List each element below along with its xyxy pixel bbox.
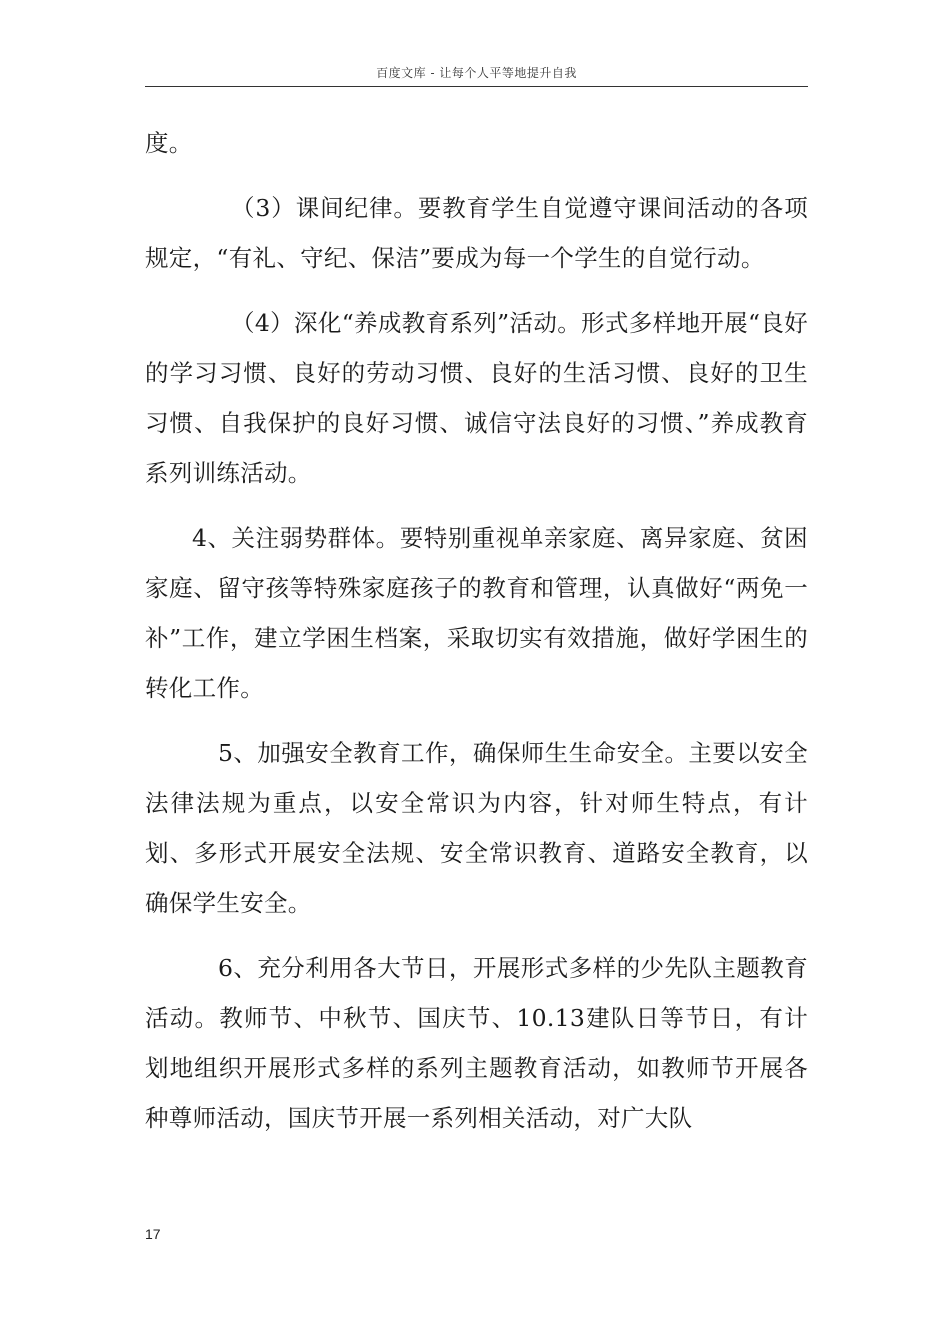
page-number: 17	[145, 1226, 161, 1242]
paragraph-safety-education: 5、加强安全教育工作，确保师生生命安全。主要以安全法律法规为重点，以安全常识为内容，针对师生特点，有计划、多形式开展安全法规、安全常识教育、道路安全教育，以确保学生安全。	[145, 739, 808, 917]
page-header: 百度文库 - 让每个人平等地提升自我	[376, 66, 577, 80]
paragraph-festival-activities: 6、充分利用各大节日，开展形式多样的少先队主题教育活动。教师节、中秋节、国庆节、10.13建队日等节日，有计划地组织开展形式多样的系列主题教育活动，如教师节开展各种尊师活动，国庆节开展一系列相关活动，对广大队	[145, 954, 808, 1132]
document-body	[145, 118, 808, 1143]
header-divider	[145, 86, 808, 87]
paragraph-habit-education: （4）深化“养成教育系列”活动。形式多样地开展“良好的学习习惯、良好的劳动习惯、良好的生活习惯、良好的卫生习惯、自我保护的良好习惯、诚信守法良好的习惯、”养成教育系列训练活动。	[145, 309, 808, 487]
paragraph-continuation: 度。	[145, 129, 193, 157]
paragraph-recess-discipline: （3）课间纪律。要教育学生自觉遵守课间活动的各项规定，“有礼、守纪、保洁”要成为每一个学生的自觉行动。	[145, 194, 808, 272]
paragraph-vulnerable-groups: 4、关注弱势群体。要特别重视单亲家庭、离异家庭、贫困家庭、留守孩等特殊家庭孩子的教育和管理，认真做好“两免一补”工作，建立学困生档案，采取切实有效措施，做好学困生的转化工作。	[145, 524, 808, 702]
